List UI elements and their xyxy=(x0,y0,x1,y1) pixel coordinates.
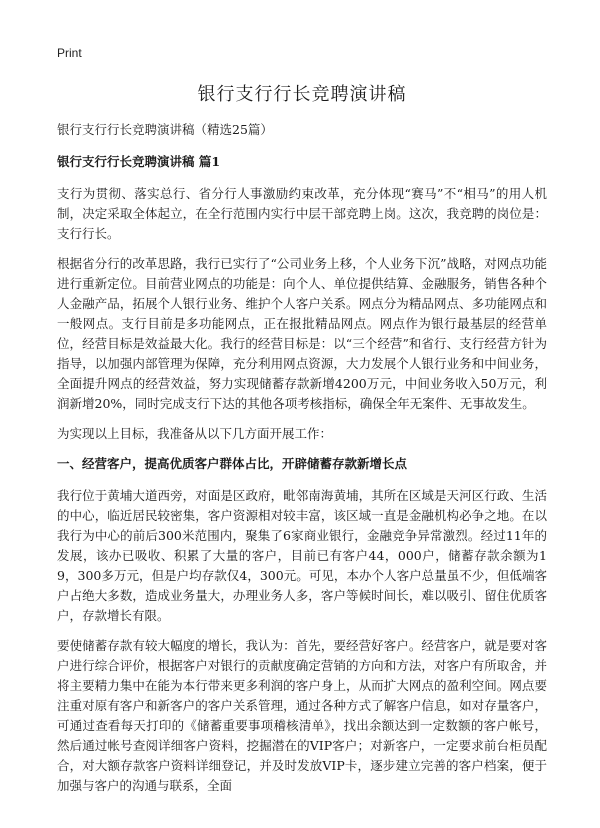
print-link[interactable]: Print xyxy=(57,46,82,60)
paragraph: 根据省分行的改革思路，我行已实行了“公司业务上移，个人业务下沉”战略，对网点功能进行重新定位。目前营业网点的功能是：向个人、单位提供结算、金融服务，销售各种个人金融产品，拓展个人银行业务、维护个人客户关系。网点分为精品网点、多功能网点和一般网点。支行目前是多功能网点，正在报批精品网点。网点作为银行最基层的经营单位，经营目标是效益最大化。我行的经营目标是：以“三个经营”和省行、支行经营方针为指导，以加强内部管理为保障，充分利用网点资源，大力发展个人银行业务和中间业务，全面提升网点的经营效益，努力实现储蓄存款新增4200万元，中间业务收入50万元，利润新增20%，同时完成支行下达的其他各项考核指标，确保全年无案件、无事故发生。 xyxy=(57,256,547,411)
section-title: 银行支行行长竞聘演讲稿 篇1 xyxy=(57,154,221,169)
paragraph: 要使储蓄存款有较大幅度的增长，我认为：首先，要经营好客户。经营客户，就是要对客户进行综合评价，根据客户对银行的贡献度确定营销的方向和方法，对客户有所取舍，并将主要精力集中在能为本行带来更多利润的客户身上，从而扩大网点的盈利空间。网点要注重对原有客户和新客户的客户关系管理，通过各种方式了解客户信息，如对存量客户，可通过查看每天打印的《储蓄重要事项稽核清单》，找出余额达到一定数额的客户帐号，然后通过帐号查阅详细客户资料，挖掘潜在的VIP客户；对新客户，一定要求前台柜员配合，对大额存款客户资料详细登记，并及时发放VIP卡，逐步建立完善的客户档案，便于加强与客户的沟通与联系，全面 xyxy=(57,638,547,793)
document-title: 银行支行行长竞聘演讲稿 xyxy=(197,84,407,105)
paragraph: 我行位于黄埔大道西旁，对面是区政府，毗邻南海黄埔，其所在区域是天河区行政、生活的中心，临近居民较密集，客户资源相对较丰富，该区域一直是金融机构必争之地。在以我行为中心的前后300米范围内，聚集了6家商业银行，金融竞争异常激烈。经过11年的发展，该办已吸收、积累了大量的客户，目前已有客户44，000户，储蓄存款余额为19，300多万元，但是户均存款仅4，300元。可见，本办个人客户总量虽不少，但低端客户占绝大多数，造成业务量大，办理业务人多，客户等候时间长，难以吸引、留住优质客户，存款增长有限。 xyxy=(57,488,547,623)
section-heading: 一、经营客户，提高优质客户群体占比，开辟储蓄存款新增长点 xyxy=(57,456,408,471)
paragraph: 支行为贯彻、落实总行、省分行人事激励约束改革，充分体现“赛马”不“相马”的用人机制，决定采取全体起立，在全行范围内实行中层干部竞聘上岗。这次，我竞聘的岗位是：支行行长。 xyxy=(57,186,547,241)
document-subtitle: 银行支行行长竞聘演讲稿（精选25篇） xyxy=(57,122,273,137)
document-body xyxy=(57,120,547,806)
paragraph: 为实现以上目标，我准备从以下几方面开展工作： xyxy=(57,426,333,441)
